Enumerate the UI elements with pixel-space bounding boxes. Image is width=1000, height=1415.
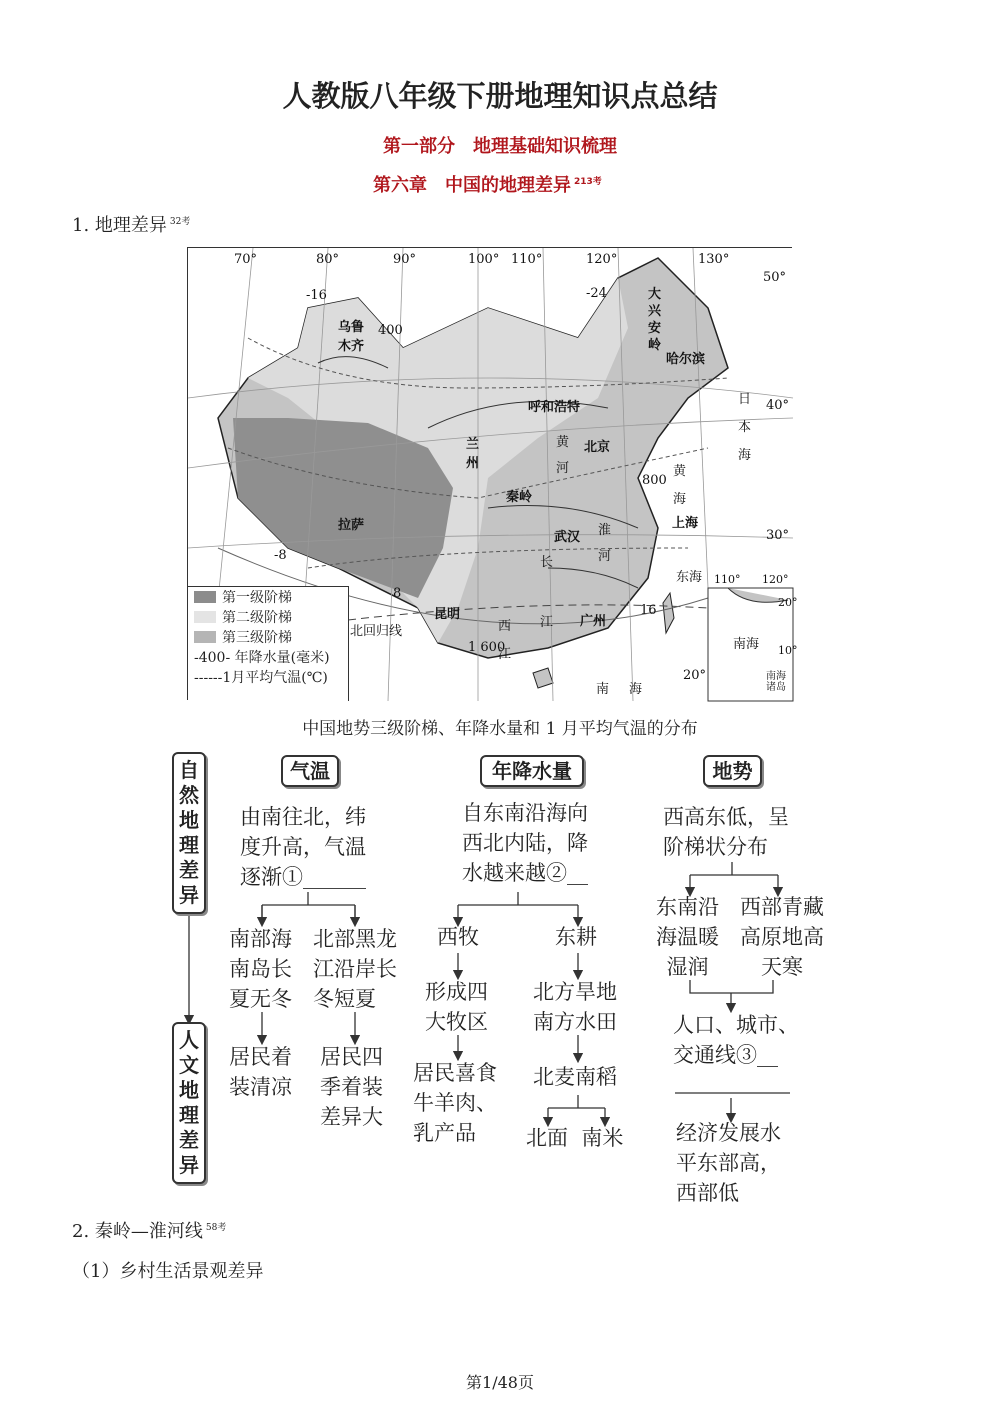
lon-label: 110° bbox=[511, 252, 543, 267]
terrain-merge bbox=[673, 1010, 799, 1070]
lon-label: 120° bbox=[586, 252, 618, 267]
lat-label: 20° bbox=[778, 596, 798, 609]
text-line: 冬短夏 bbox=[313, 987, 376, 1011]
lat-label: 40° bbox=[766, 398, 790, 413]
text-line: 西部青藏 bbox=[740, 895, 824, 919]
map-caption: 中国地势三级阶梯、年降水量和 1 月平均气温的分布 bbox=[302, 719, 698, 739]
text-line: 居民喜食 bbox=[413, 1061, 497, 1085]
text-line: 水越来越②__ bbox=[462, 861, 588, 885]
part-heading: 第一部分 地理基础知识梳理 bbox=[383, 136, 617, 157]
page-title: 人教版八年级下册地理知识点总结 bbox=[282, 79, 718, 113]
city-beijing: 北京 bbox=[584, 440, 611, 455]
section-2-count: 58考 bbox=[205, 1223, 227, 1233]
text-line: 西高东低，呈 bbox=[663, 805, 789, 829]
text-line: 经济发展水 bbox=[676, 1121, 781, 1145]
lon-label: 130° bbox=[698, 252, 730, 267]
text-line: 自东南沿海向 bbox=[462, 801, 588, 825]
text-line: 阶梯状分布 bbox=[663, 835, 768, 859]
temp-box: 气温 bbox=[281, 755, 339, 787]
rain-east-2 bbox=[533, 977, 617, 1037]
contour-label: -16 bbox=[306, 288, 327, 303]
inset-sea-label: 南海 bbox=[733, 637, 760, 652]
lat-label: 30° bbox=[766, 528, 790, 543]
contour-label: 400 bbox=[378, 323, 403, 338]
label-nanhai-islands: 南海诸岛 bbox=[766, 671, 786, 693]
label-yellow-river: 黄河 bbox=[556, 435, 570, 476]
label-tropic-of-cancer: 北回归线 bbox=[350, 624, 403, 639]
text-line: 高原地高 bbox=[740, 925, 824, 949]
lat-label: 10° bbox=[778, 644, 798, 657]
text-line: 湿润 bbox=[666, 955, 709, 979]
terrain-result bbox=[676, 1118, 781, 1208]
label-xijiang: 西江 bbox=[498, 619, 512, 662]
legend-label: 第二级阶梯 bbox=[222, 610, 292, 626]
terrain-desc bbox=[663, 802, 789, 862]
contour-label: 1 600 bbox=[468, 640, 506, 655]
rain-west-3 bbox=[413, 1058, 497, 1148]
lon-label: 80° bbox=[316, 252, 340, 267]
contour-label: -24 bbox=[586, 286, 607, 301]
rain-east-3: 北麦南稻 bbox=[533, 1065, 617, 1089]
city-lhasa: 拉萨 bbox=[338, 518, 365, 533]
text-line: 由南往北，纬 bbox=[240, 805, 366, 829]
section-2-heading bbox=[72, 1217, 226, 1243]
text-line: 差异大 bbox=[320, 1105, 383, 1129]
city-urumqi: 乌鲁木齐 bbox=[338, 320, 365, 354]
rain-east-4: 北面 南米 bbox=[526, 1126, 624, 1150]
contour-label: -8 bbox=[274, 548, 287, 563]
text-line: 天寒 bbox=[761, 955, 803, 979]
subsection-1-heading: （1）乡村生活景观差异 bbox=[72, 1261, 264, 1282]
text-line: 北方旱地 bbox=[533, 980, 617, 1004]
city-harbin: 哈尔滨 bbox=[666, 352, 706, 367]
text-line: 交通线③__ bbox=[673, 1043, 778, 1067]
text-line: 装清凉 bbox=[229, 1075, 292, 1099]
section-1-count: 32考 bbox=[169, 217, 191, 227]
legend-label: ------1月平均气温(℃) bbox=[194, 670, 328, 686]
lat-label: 50° bbox=[763, 270, 787, 285]
natural-geography-box: 自然地理差异 bbox=[172, 752, 206, 914]
label-sea-of-japan: 日本海 bbox=[738, 392, 752, 463]
text-line: 形成四 bbox=[425, 980, 488, 1004]
lon-label: 100° bbox=[468, 252, 500, 267]
text-line: 西部低 bbox=[676, 1181, 739, 1205]
page-footer: 第1/48页 bbox=[466, 1373, 534, 1392]
text-line: 乳产品 bbox=[413, 1121, 476, 1145]
temp-north bbox=[313, 924, 397, 1014]
legend-label: 第三级阶梯 bbox=[222, 630, 292, 646]
terrain-southeast bbox=[656, 892, 719, 982]
rainfall-box: 年降水量 bbox=[480, 755, 584, 787]
temp-south bbox=[229, 924, 292, 1014]
text-line: 季着装 bbox=[320, 1075, 383, 1099]
contour-label: 20° bbox=[683, 668, 707, 683]
rain-east: 东耕 bbox=[555, 925, 597, 949]
text-line: 东南沿 bbox=[656, 895, 719, 919]
temp-north-result bbox=[320, 1042, 383, 1132]
city-shanghai: 上海 bbox=[672, 516, 699, 531]
text-line: 夏无冬 bbox=[229, 987, 292, 1011]
text-line: 南方水田 bbox=[533, 1010, 617, 1034]
text-line: 度升高，气温 bbox=[240, 835, 366, 859]
text-line: 江沿岸长 bbox=[313, 957, 397, 981]
terrain-west bbox=[740, 892, 824, 982]
label-huai-river: 淮河 bbox=[598, 523, 612, 564]
chapter-title: 第六章 中国的地理差异 bbox=[373, 175, 571, 196]
text-line: 西北内陆，降 bbox=[462, 831, 588, 855]
rain-west: 西牧 bbox=[437, 925, 479, 949]
text-line: 南岛长 bbox=[229, 957, 292, 981]
rain-desc bbox=[462, 798, 588, 888]
chapter-count: 213考 bbox=[574, 177, 602, 187]
label-qinling: 秦岭 bbox=[506, 490, 533, 505]
city-wuhan: 武汉 bbox=[554, 530, 581, 545]
text-line: 海温暖 bbox=[656, 925, 719, 949]
inset-lon-label: 120° bbox=[762, 573, 789, 586]
label-south-china-sea: 南海 bbox=[596, 682, 663, 697]
lon-label: 70° bbox=[234, 252, 258, 267]
label-daxinganling: 大兴安岭 bbox=[648, 287, 662, 353]
text-line: 人口、城市、 bbox=[673, 1013, 799, 1037]
legend-label: 第一级阶梯 bbox=[222, 590, 292, 606]
text-line: 牛羊肉、 bbox=[413, 1091, 497, 1115]
lon-label: 90° bbox=[393, 252, 417, 267]
legend-label: -400- 年降水量(毫米) bbox=[194, 650, 330, 666]
city-guangzhou: 广州 bbox=[580, 614, 607, 629]
contour-label: 800 bbox=[642, 473, 667, 488]
section-2-title: 2. 秦岭—淮河线 bbox=[72, 1221, 203, 1242]
human-geography-box: 人文地理差异 bbox=[172, 1022, 206, 1184]
text-line: 南部海 bbox=[229, 927, 292, 951]
text-line: 逐渐①______ bbox=[240, 865, 366, 889]
city-kunming: 昆明 bbox=[434, 607, 461, 622]
contour-label: 16 bbox=[640, 603, 657, 618]
city-lanzhou: 兰州 bbox=[466, 437, 480, 471]
text-line: 大牧区 bbox=[425, 1010, 488, 1034]
temp-desc bbox=[240, 802, 366, 892]
inset-lon-label: 110° bbox=[714, 573, 741, 586]
city-hohhot: 呼和浩特 bbox=[528, 400, 581, 415]
terrain-box: 地势 bbox=[703, 755, 762, 787]
section-1-title: 1. 地理差异 bbox=[72, 215, 167, 236]
rain-west-2 bbox=[425, 977, 488, 1037]
text-line: 北部黑龙 bbox=[313, 927, 397, 951]
contour-label: 8 bbox=[393, 586, 402, 601]
label-yellow-sea: 黄海 bbox=[673, 464, 687, 507]
text-line: 平东部高， bbox=[676, 1151, 781, 1175]
text-line: 居民四 bbox=[320, 1045, 383, 1069]
label-east-china-sea: 东海 bbox=[676, 570, 703, 585]
text-line: 居民着 bbox=[229, 1045, 292, 1069]
label-yangtze: 长江 bbox=[540, 555, 554, 630]
temp-south-result bbox=[229, 1042, 292, 1102]
